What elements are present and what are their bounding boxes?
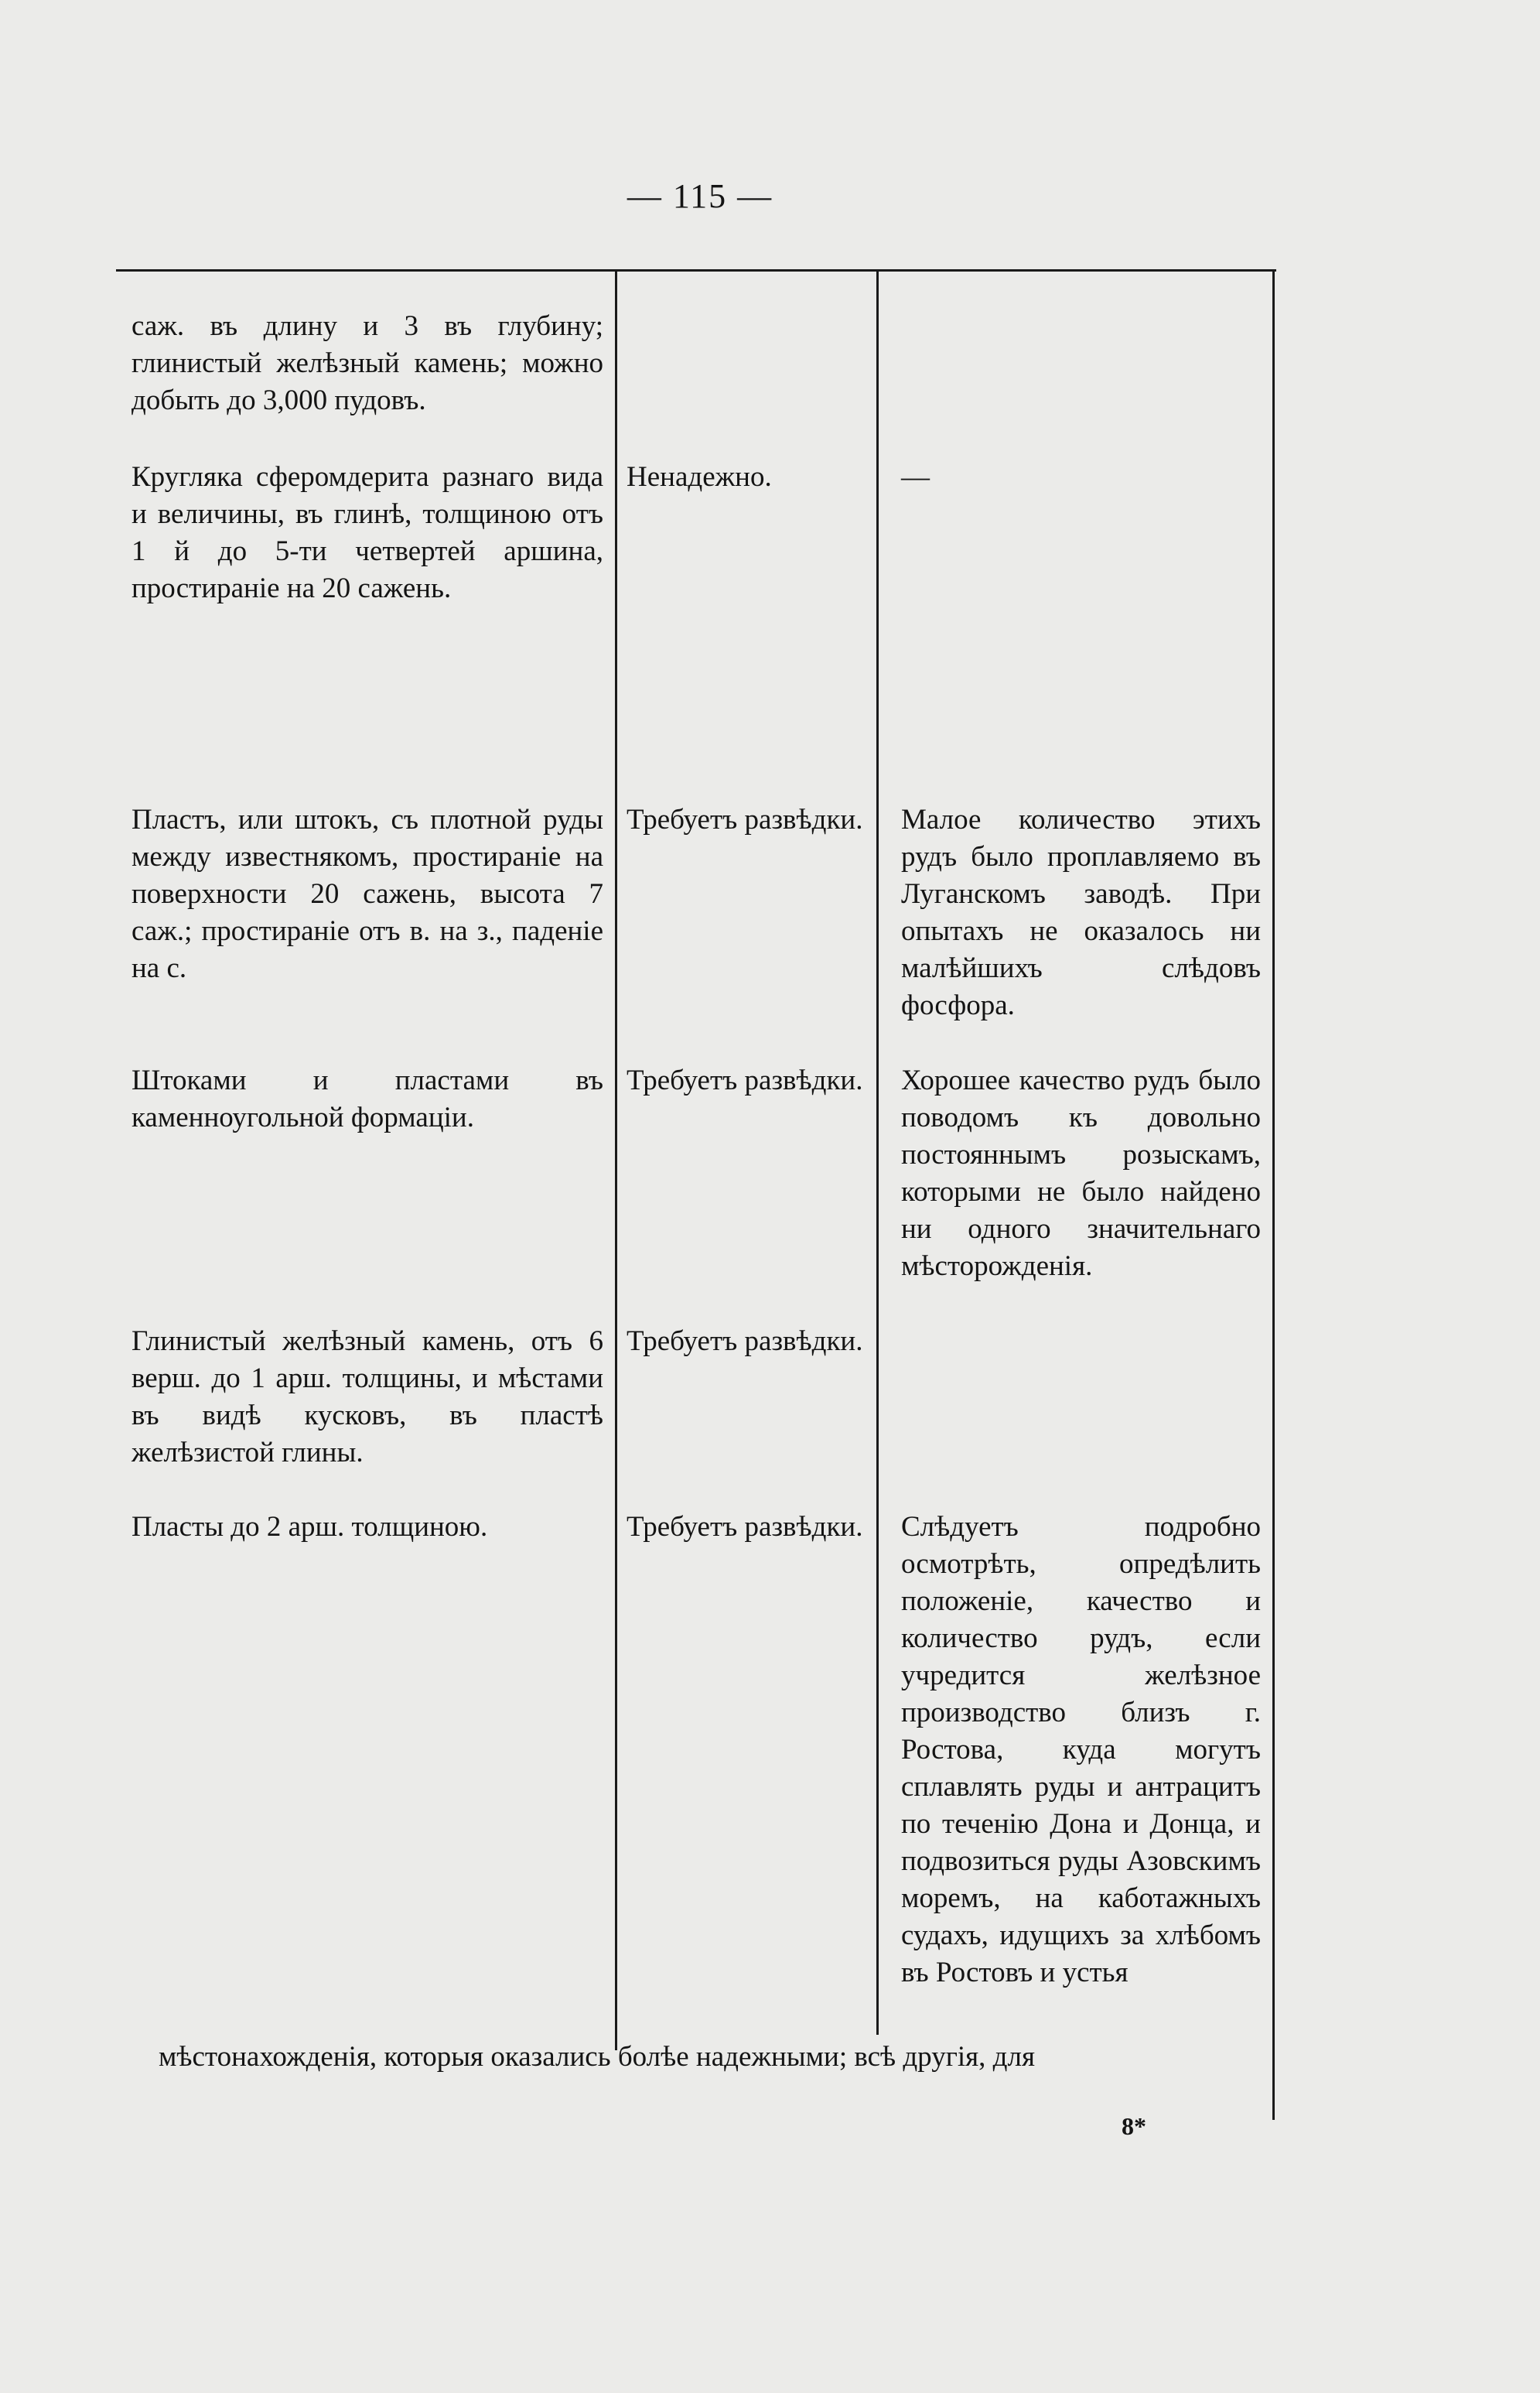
row-status: Требуетъ развѣдки. bbox=[627, 1511, 863, 1543]
ore-table bbox=[116, 269, 1276, 2049]
row-description: Пластъ, или штокъ, съ плотной руды между известнякомъ, простираніе на поверхности 20 сажень, высота 7 саж.; простираніе отъ в. на з., паденіе на с. bbox=[131, 804, 603, 984]
row-note: — bbox=[901, 461, 930, 493]
column-divider-3 bbox=[1272, 271, 1275, 2120]
signature-mark: 8* bbox=[1122, 2112, 1146, 2140]
row-description: Пласты до 2 арш. толщиною. bbox=[131, 1511, 488, 1543]
continuation-line: мѣстонахожденія, которыя оказались болѣе надежными; всѣ другія, для bbox=[159, 2041, 1035, 2073]
row-note: Слѣдуетъ подробно осмотрѣть, опредѣлить положеніе, качество и количество рудъ, если учредится желѣзное производство близъ г. Ростова, куда могутъ сплавлять руды и антрацитъ по теченію Дона и Донца, и подвозиться руды Азовскимъ моремъ, на каботажныхъ судахъ, идущихъ за хлѣбомъ въ Ростовъ и устья bbox=[901, 1511, 1261, 1988]
row-note: Малое количество этихъ рудъ было проплавляемо въ Луганскомъ заводѣ. При опытахъ не оказалось ни малѣйшихъ слѣдовъ фосфора. bbox=[901, 804, 1261, 1021]
row-description: Глинистый желѣзный камень, отъ 6 верш. до 1 арш. толщины, и мѣстами въ видѣ кусковъ, въ пластѣ желѣзистой глины. bbox=[131, 1325, 603, 1468]
page-number: — 115 — bbox=[627, 177, 773, 215]
row-status: Требуетъ развѣдки. bbox=[627, 1065, 863, 1096]
row-status: Ненадежно. bbox=[627, 461, 772, 493]
row-description: Штоками и пластами въ каменноугольной формаціи. bbox=[131, 1065, 603, 1133]
row-status: Требуетъ развѣдки. bbox=[627, 1325, 863, 1357]
column-divider-1 bbox=[615, 271, 617, 2050]
column-divider-2 bbox=[876, 271, 879, 2035]
row-description: саж. въ длину и 3 въ глубину; глинистый желѣзный камень; можно добыть до 3,000 пудовъ. bbox=[131, 310, 603, 416]
row-status: Требуетъ развѣдки. bbox=[627, 804, 863, 836]
table-top-rule bbox=[116, 269, 1276, 272]
row-note: Хорошее качество рудъ было поводомъ къ довольно постояннымъ розыскамъ, которыми не было найдено ни одного значительнаго мѣсторожденія. bbox=[901, 1065, 1261, 1282]
row-description: Кругляка сферомдерита разнаго вида и величины, въ глинѣ, толщиною отъ 1 й до 5-ти четвертей аршина, простираніе на 20 сажень. bbox=[131, 461, 603, 604]
